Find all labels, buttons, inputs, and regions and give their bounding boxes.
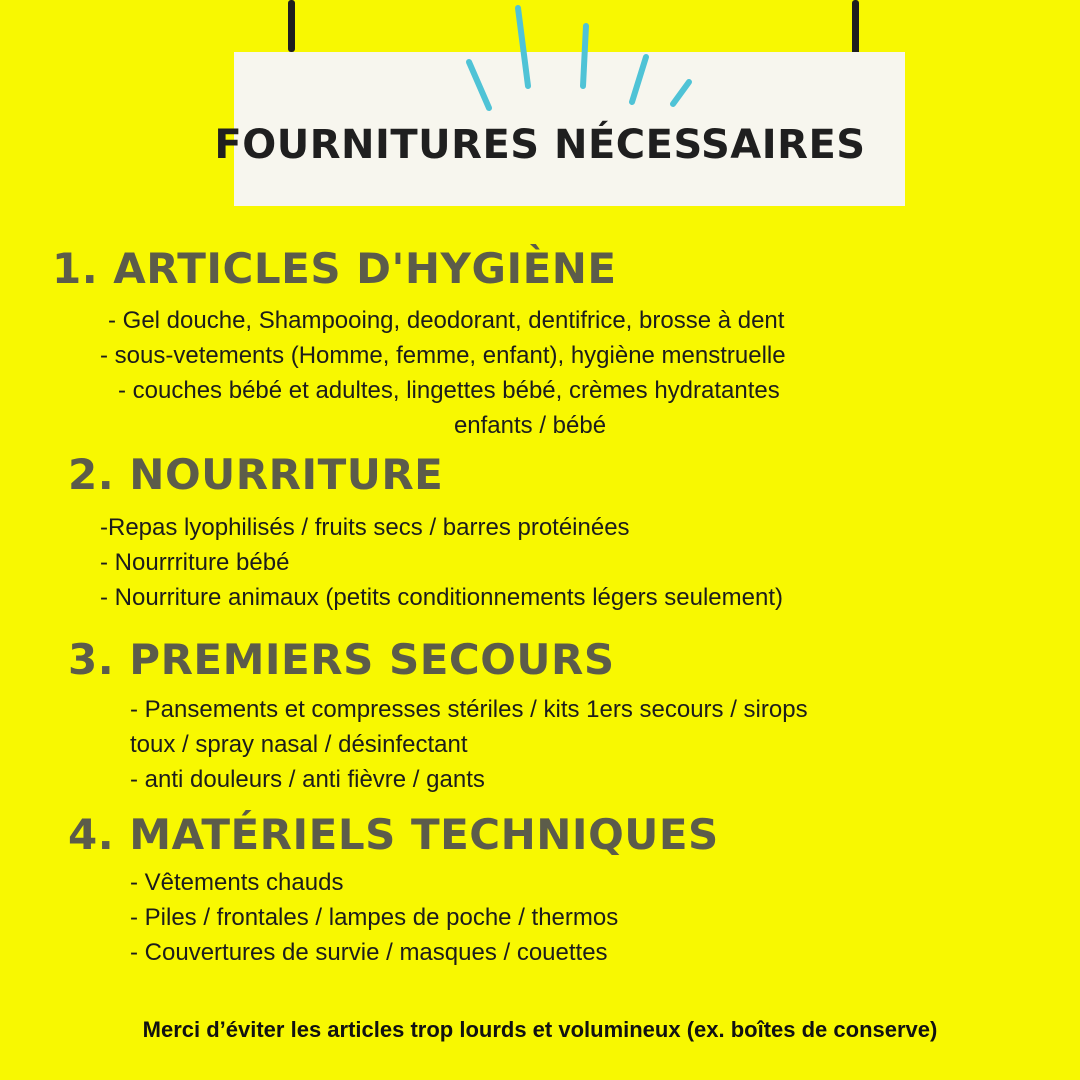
hanging-line-right [852, 0, 859, 58]
list-item: toux / spray nasal / désinfectant [130, 731, 468, 758]
list-item: - Piles / frontales / lampes de poche / thermos [130, 904, 619, 931]
list-item: -Repas lyophilisés / fruits secs / barres protéinées [100, 514, 630, 541]
page-title: FOURNITURES NÉCESSAIRES [214, 122, 866, 168]
section-heading-hygiene: 1. ARTICLES D'HYGIÈNE [52, 244, 617, 293]
list-item: - Couvertures de survie / masques / couettes [130, 939, 608, 966]
sparkle-rays-icon [440, 0, 700, 115]
list-item: - sous-vetements (Homme, femme, enfant), hygiène menstruelle [100, 342, 786, 369]
section-heading-nourriture: 2. NOURRITURE [68, 450, 444, 499]
list-item: - couches bébé et adultes, lingettes bébé, crèmes hydratantes [118, 377, 780, 404]
list-item: - Vêtements chauds [130, 869, 344, 896]
hanging-line-left [288, 0, 295, 52]
list-item: - anti douleurs / anti fièvre / gants [130, 766, 485, 793]
list-item: - Pansements et compresses stériles / kits 1ers secours / sirops [130, 696, 808, 723]
section-heading-materiels-techniques: 4. MATÉRIELS TECHNIQUES [68, 810, 719, 859]
footer-note: Merci d’éviter les articles trop lourds et volumineux (ex. boîtes de conserve) [142, 1017, 938, 1042]
list-item: - Gel douche, Shampooing, deodorant, dentifrice, brosse à dent [108, 307, 785, 334]
list-item: enfants / bébé [453, 412, 607, 439]
list-item: - Nourrriture bébé [100, 549, 290, 576]
section-heading-premiers-secours: 3. PREMIERS SECOURS [68, 635, 615, 684]
list-item: - Nourriture animaux (petits conditionnements légers seulement) [100, 584, 783, 611]
